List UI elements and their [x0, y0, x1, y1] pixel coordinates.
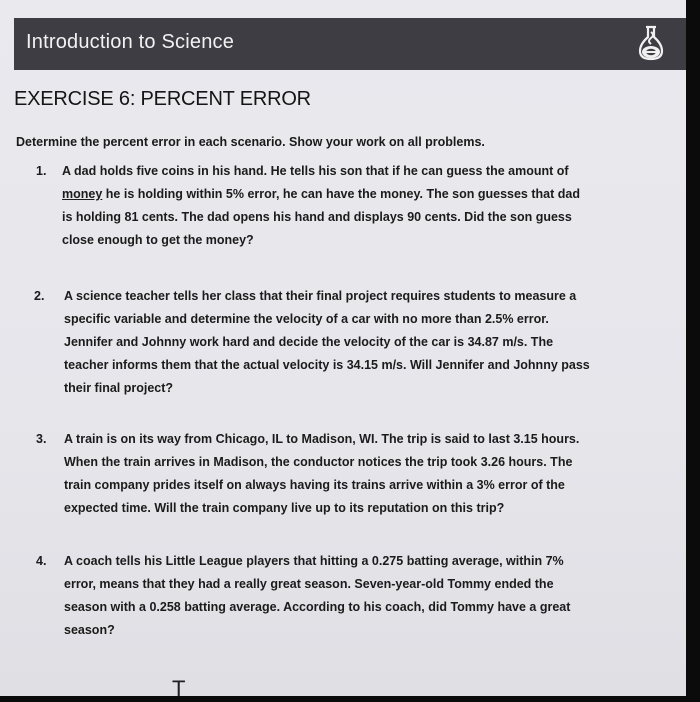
problem-line: money he is holding within 5% error, he can have the money. The son guesses that dad: [62, 187, 580, 201]
problem-line: A train is on its way from Chicago, IL to Madison, WI. The trip is said to last 3.15 hours.: [64, 432, 580, 446]
exercise-title: EXERCISE 6: PERCENT ERROR: [14, 88, 311, 110]
flask-icon: [634, 24, 668, 64]
problem-number: 2.: [34, 289, 45, 303]
problem-line: A coach tells his Little League players that hitting a 0.275 batting average, within 7%: [64, 554, 564, 568]
course-title: Introduction to Science: [26, 31, 235, 53]
problem-line: is holding 81 cents. The dad opens his hand and displays 90 cents. Did the son guess: [62, 210, 572, 224]
problem-line: A dad holds five coins in his hand. He tells his son that if he can guess the amount of: [62, 164, 569, 178]
problem-text: [62, 160, 690, 252]
underlined-word: money: [62, 187, 103, 201]
problem-line: season with a 0.258 batting average. According to his coach, did Tommy have a great: [64, 600, 571, 614]
problem-line: A science teacher tells her class that their final project requires students to measure a: [64, 289, 577, 303]
problem-line: error, means that they had a really great season. Seven-year-old Tommy ended the: [64, 577, 554, 591]
course-banner: [14, 18, 686, 70]
problem-line: close enough to get the money?: [62, 233, 254, 247]
problem-line: teacher informs them that the actual velocity is 34.15 m/s. Will Jennifer and Johnny pass: [64, 358, 590, 372]
problem-text: [64, 550, 692, 642]
problem-line: expected time. Will the train company live up to its reputation on this trip?: [64, 501, 505, 515]
problem-line: season?: [64, 623, 115, 637]
right-edge-shadow: [686, 0, 700, 696]
problem-line: their final project?: [64, 381, 174, 395]
problem-text: [64, 285, 692, 400]
instructions-text: Determine the percent error in each scenario. Show your work on all problems.: [16, 135, 485, 149]
problem-number: 4.: [36, 554, 47, 568]
problem-number: 3.: [36, 432, 47, 446]
problem-line: When the train arrives in Madison, the conductor notices the trip took 3.26 hours. The: [64, 455, 573, 469]
problem-line: specific variable and determine the velocity of a car with no more than 2.5% error.: [64, 312, 549, 326]
text-cursor: T: [172, 676, 186, 701]
problem-text: [64, 428, 692, 520]
problem-number: 1.: [36, 164, 47, 178]
problem-line: train company prides itself on always having its trains arrive within a 3% error of the: [64, 478, 565, 492]
problem-line: Jennifer and Johnny work hard and decide the velocity of the car is 34.87 m/s. The: [64, 335, 554, 349]
